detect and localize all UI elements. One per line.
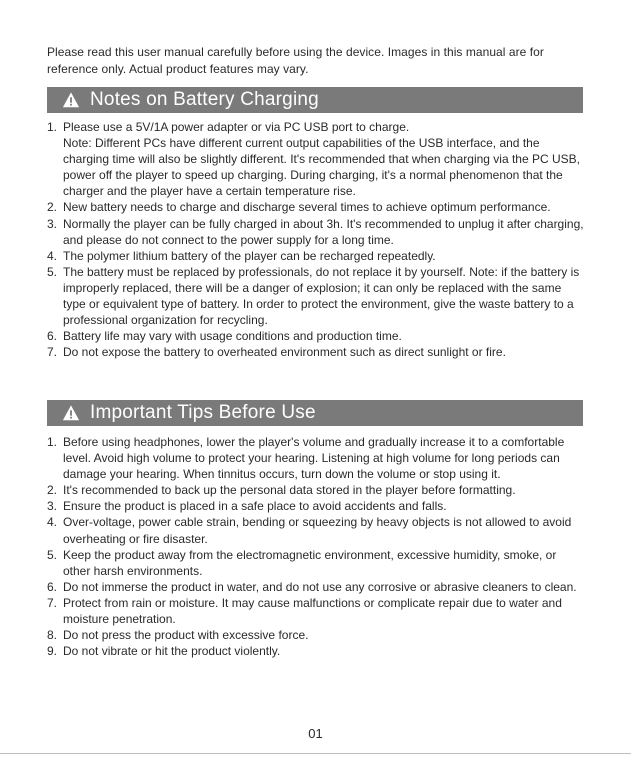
list-item	[47, 434, 587, 482]
item-text: Before using headphones, lower the player's volume and gradually increase it to a comfortable level. Avoid high volume to protect your hearing. Listening at high volume for long periods can damage your hearing. When tinnitus occurs, turn down the volume or stop using it.	[63, 435, 565, 482]
warning-icon	[62, 91, 80, 109]
item-text: Ensure the product is placed in a safe place to avoid accidents and falls.	[63, 499, 447, 514]
section-title: Important Tips Before Use	[90, 402, 316, 423]
list-item	[47, 328, 587, 344]
section-header-important-tips	[47, 400, 583, 426]
item-number: 5.	[47, 264, 58, 279]
list-item	[47, 344, 587, 360]
item-text: New battery needs to charge and discharge several times to achieve optimum performance.	[63, 200, 551, 215]
item-number: 7.	[47, 345, 58, 360]
list-item	[47, 199, 587, 215]
item-text: Keep the product away from the electromagnetic environment, excessive humidity, smoke, or other harsh environments.	[63, 547, 557, 578]
item-number: 3.	[47, 499, 58, 514]
page-number: 01	[308, 726, 323, 741]
list-item	[47, 216, 587, 248]
item-number: 2.	[47, 200, 58, 215]
item-text: Do not vibrate or hit the product violently.	[63, 644, 281, 659]
list-item	[47, 119, 587, 199]
item-number: 6.	[47, 579, 58, 594]
item-text: Do not press the product with excessive force.	[63, 628, 309, 643]
item-text: It's recommended to back up the personal data stored in the player before formatting.	[63, 483, 516, 498]
list-item	[47, 514, 587, 546]
item-text: Over-voltage, power cable strain, bending or squeezing by heavy objects is not allowed to avoid overheating or fire disaster.	[63, 515, 572, 546]
item-number: 4.	[47, 248, 58, 263]
list-item	[47, 264, 587, 328]
item-number: 4.	[47, 515, 58, 530]
item-text: Do not expose the battery to overheated environment such as direct sunlight or fire.	[63, 345, 506, 360]
list-item	[47, 482, 587, 498]
section-title: Notes on Battery Charging	[90, 89, 319, 110]
item-number: 1.	[47, 435, 58, 449]
battery-notes-list	[47, 119, 587, 360]
list-item	[47, 595, 587, 627]
item-number: 5.	[47, 547, 58, 562]
item-number: 2.	[47, 483, 58, 498]
item-number: 3.	[47, 216, 58, 231]
list-item	[47, 547, 587, 579]
item-number: 1.	[47, 120, 58, 134]
item-number: 7.	[47, 595, 58, 610]
warning-icon	[62, 404, 80, 422]
item-text: Please use a 5V/1A power adapter or via PC USB port to charge. Note: Different PCs have different current output capabilities of the USB interface, and the charging time will also be slightly different. It's recommended that when charging via the PC USB, power off the player to speed up charging. During charging, it's a normal phenomenon that the charger and the player have a certain temperature rise.	[63, 120, 580, 199]
list-item	[47, 643, 587, 659]
item-number: 6.	[47, 329, 58, 344]
intro-paragraph: Please read this user manual carefully before using the device. Images in this manual are for reference only. Actual product features may vary.	[47, 45, 544, 76]
list-item	[47, 627, 587, 643]
item-text: Do not immerse the product in water, and do not use any corrosive or abrasive cleaners to clean.	[63, 579, 577, 594]
list-item	[47, 498, 587, 514]
item-text: The polymer lithium battery of the player can be recharged repeatedly.	[63, 248, 436, 263]
item-text: Battery life may vary with usage conditions and production time.	[63, 329, 402, 344]
bottom-divider	[0, 753, 631, 754]
list-item	[47, 248, 587, 264]
section-header-battery-charging	[47, 87, 583, 113]
important-tips-list	[47, 434, 587, 659]
item-text: The battery must be replaced by professionals, do not replace it by yourself. Note: if the battery is improperly replaced, there will be a danger of explosion; it can only be replaced with the same type or equivalent type of battery. In order to protect the environment, give the waste battery to a professional organization for recycling.	[63, 264, 580, 328]
item-text: Normally the player can be fully charged in about 3h. It's recommended to unplug it after charging, and please do not connect to the power supply for a long time.	[63, 216, 584, 247]
list-item	[47, 579, 587, 595]
item-number: 9.	[47, 644, 58, 659]
item-number: 8.	[47, 628, 58, 643]
item-text: Protect from rain or moisture. It may cause malfunctions or complicate repair due to water and moisture penetration.	[63, 595, 562, 627]
